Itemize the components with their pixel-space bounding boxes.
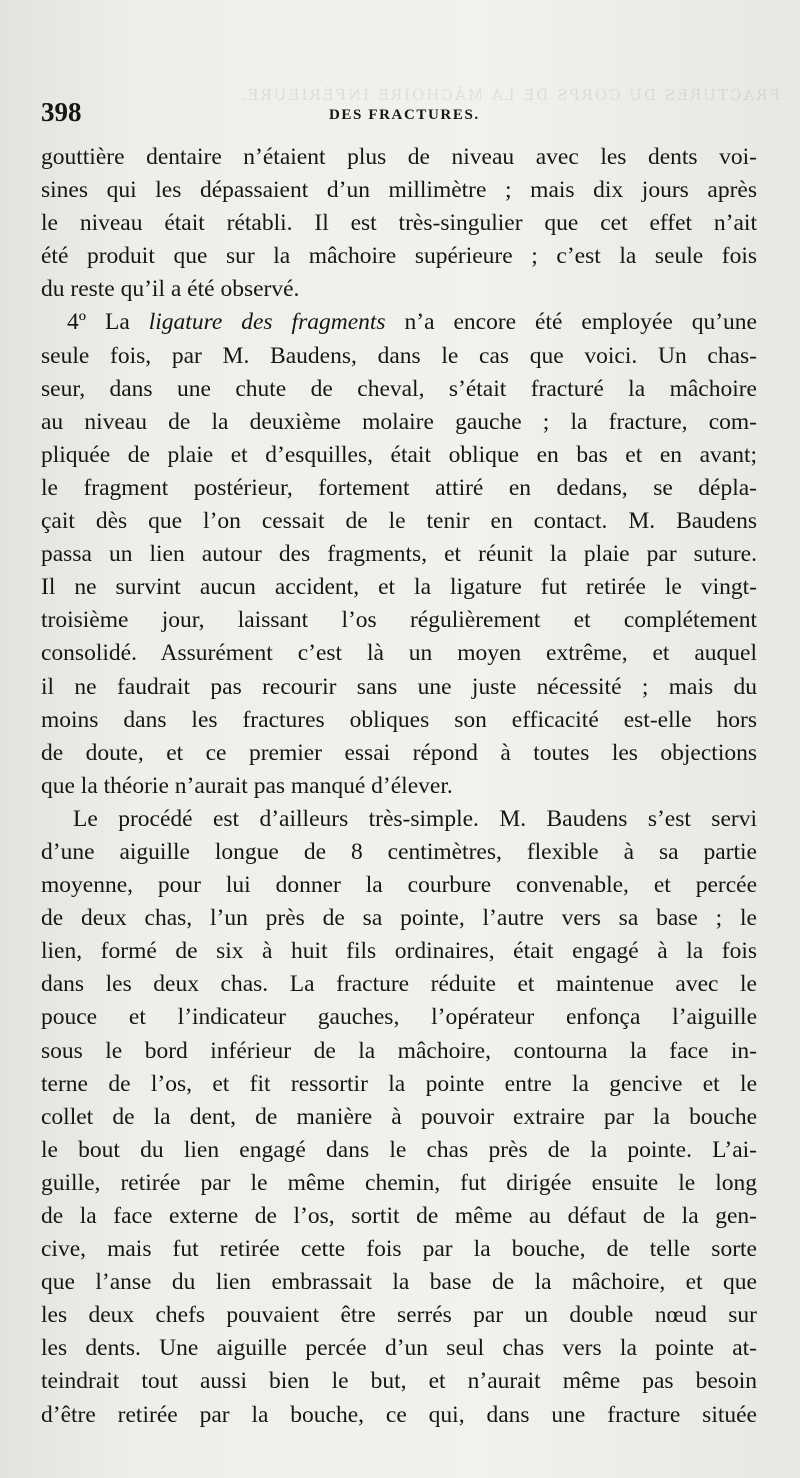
text-line: seule fois, par M. Baudens, dans le cas que voici. Un chas- [41,342,757,369]
text-line: été produit que sur la mâchoire supérieure ; c’est la seule fois [41,243,757,270]
text-line: cive, mais fut retirée cette fois par la bouche, de telle sorte [41,1236,757,1263]
text-line: que l’anse du lien embrassait la base de la mâchoire, et que [41,1269,757,1296]
text-line: moins dans les fractures obliques son efficacité est-elle hors [41,706,757,733]
text-line: pliquée de plaie et d’esquilles, était oblique en bas et en avant; [41,441,757,468]
text-line: dans les deux chas. La fracture réduite et maintenue avec le [41,971,757,998]
text-line: sous le bord inférieur de la mâchoire, contourna la face in- [41,1037,757,1064]
text-line: d’une aiguille longue de 8 centimètres, flexible à sa partie [41,838,757,865]
running-head: DES FRACTURES. [329,107,480,123]
text-line: çait dès que l’on cessait de le tenir en contact. M. Baudens [41,508,757,535]
text-line: de doute, et ce premier essai répond à toutes les objections [41,739,757,766]
text-line: lien, formé de six à huit fils ordinaires, était engagé à la fois [41,938,757,965]
text-line: consolidé. Assurément c’est là un moyen extrême, et auquel [41,640,757,667]
paragraph-start-line: Le procédé est d’ailleurs très-simple. M. Baudens s’est servi [73,805,757,832]
text-line: le bout du lien engagé dans le chas près de la pointe. L’ai- [41,1136,757,1163]
italic-term: ligature des fragments [148,309,386,336]
text-line: pouce et l’indicateur gauches, l’opérateur enfonça l’aiguille [41,1004,757,1031]
paragraph-end-line: que la théorie n’aurait pas manqué d’élever. [41,772,453,799]
bleed-through-text: FRACTURES DU CORPS DE LA MÂCHOIRE INFÉRIEURE. [238,86,780,104]
text-line: les deux chefs pouvaient être serrés par un double nœud sur [41,1302,757,1329]
text-line: terne de l’os, et fit ressortir la pointe entre la gencive et le [41,1070,757,1097]
text-run: 4º La [67,309,149,336]
body-text [41,141,757,1432]
text-line: troisième jour, laissant l’os régulièrement et complétement [41,607,757,634]
text-line: le fragment postérieur, fortement attiré en dedans, se dépla- [41,474,757,501]
paragraph-start-line [41,306,757,339]
text-line: seur, dans une chute de cheval, s’était fracturé la mâchoire [41,375,757,402]
text-line: le niveau était rétabli. Il est très-singulier que cet effet n’ait [41,210,757,237]
text-line: moyenne, pour lui donner la courbure convenable, et percée [41,872,757,899]
text-line: sines qui les dépassaient d’un millimètre ; mais dix jours après [41,177,757,204]
text-line: collet de la dent, de manière à pouvoir extraire par la bouche [41,1103,757,1130]
paragraph-end-line: du reste qu’il a été observé. [41,276,300,303]
text-line: de la face externe de l’os, sortit de même au défaut de la gen- [41,1203,757,1229]
text-line: les dents. Une aiguille percée d’un seul chas vers la pointe at- [41,1335,757,1362]
page-number: 398 [41,97,82,127]
text-line: passa un lien autour des fragments, et réunit la plaie par suture. [41,541,757,568]
text-line: au niveau de la deuxième molaire gauche ; la fracture, com- [41,408,757,435]
text-line: il ne faudrait pas recourir sans une juste nécessité ; mais du [41,673,757,700]
text-line: d’être retirée par la bouche, ce qui, dans une fracture située [41,1401,757,1428]
page-header [41,97,761,133]
text-line: de deux chas, l’un près de sa pointe, l’autre vers sa base ; le [41,905,757,932]
text-run: n’a encore été employée qu’une [385,309,757,336]
text-line: gouttière dentaire n’étaient plus de niveau avec les dents voi- [41,144,757,170]
text-line: teindrait tout aussi bien le but, et n’aurait même pas besoin [41,1368,757,1395]
text-line: guille, retirée par le même chemin, fut dirigée ensuite le long [41,1169,757,1196]
text-line: Il ne survint aucun accident, et la ligature fut retirée le vingt- [41,574,757,601]
